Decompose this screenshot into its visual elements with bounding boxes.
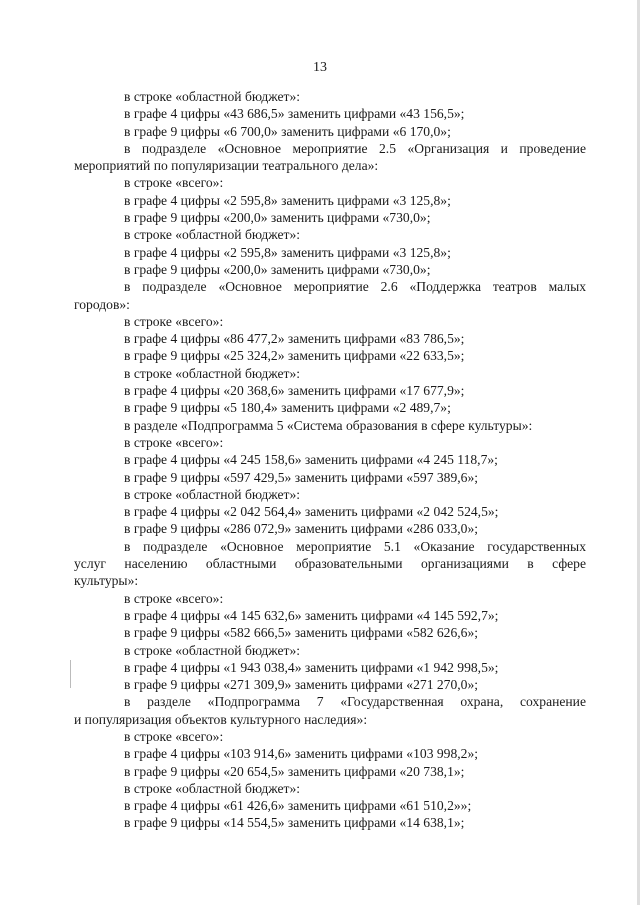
text-line: в разделе «Подпрограмма 5 «Система образования в сфере культуры»:: [124, 417, 533, 433]
text-line: культуры»:: [74, 573, 139, 589]
text-line: в графе 9 цифры «271 309,9» заменить цифрами «271 270,0»;: [124, 677, 479, 693]
text-line: в графе 9 цифры «25 324,2» заменить цифрами «22 633,5»;: [124, 348, 465, 364]
text-line: в графе 4 цифры «4 245 158,6» заменить цифрами «4 245 118,7»;: [124, 452, 498, 468]
text-line: в строке «всего»:: [124, 175, 224, 191]
text-line: в графе 9 цифры «5 180,4» заменить цифрами «2 489,7»;: [124, 400, 451, 416]
text-line: в графе 9 цифры «6 700,0» заменить цифрами «6 170,0»;: [124, 123, 451, 139]
text-line: в строке «областной бюджет»:: [124, 365, 301, 381]
text-line: в строке «областной бюджет»:: [124, 89, 301, 104]
text-line: в графе 4 цифры «1 943 038,4» заменить цифрами «1 942 998,5»;: [124, 659, 499, 675]
text-line: в строке «областной бюджет»:: [124, 486, 301, 502]
text-line: мероприятий по популяризации театрального дела»:: [74, 158, 379, 174]
text-line: в графе 4 цифры «4 145 632,6» заменить цифрами «4 145 592,7»;: [124, 607, 499, 623]
text-line: в строке «всего»:: [124, 313, 224, 329]
text-line: в строке «всего»:: [124, 434, 224, 450]
text-line: в графе 4 цифры «2 595,8» заменить цифрами «3 125,8»;: [124, 192, 451, 208]
text-line: в графе 4 цифры «86 477,2» заменить цифрами «83 786,5»;: [124, 331, 465, 347]
text-line: в графе 4 цифры «61 426,6» заменить цифрами «61 510,2»»;: [124, 798, 472, 814]
text-line: в разделе «Подпрограмма 7 «Государственная охрана, сохранение: [124, 694, 586, 710]
text-line: в графе 9 цифры «582 666,5» заменить цифрами «582 626,6»;: [124, 625, 479, 641]
text-line: в графе 4 цифры «2 042 564,4» заменить цифрами «2 042 524,5»;: [124, 504, 499, 520]
text-line: в подразделе «Основное мероприятие 5.1 «Оказание государственных: [124, 538, 586, 554]
text-line: в графе 4 цифры «2 595,8» заменить цифрами «3 125,8»;: [124, 244, 451, 260]
text-line: услуг населению областными образовательными организациями в сфере: [74, 556, 586, 572]
text-line: в графе 9 цифры «200,0» заменить цифрами «730,0»;: [124, 210, 431, 226]
text-line: в графе 9 цифры «597 429,5» заменить цифрами «597 389,6»;: [124, 469, 479, 485]
text-line: в графе 9 цифры «200,0» заменить цифрами «730,0»;: [124, 261, 431, 277]
page-number: 13: [313, 60, 327, 75]
text-line: городов»:: [74, 296, 130, 312]
text-line: в подразделе «Основное мероприятие 2.6 «Поддержка театров малых: [124, 279, 586, 295]
text-line: и популяризация объектов культурного наследия»:: [74, 711, 368, 727]
text-line: в строке «областной бюджет»:: [124, 227, 301, 243]
text-line: в строке «всего»:: [124, 728, 224, 744]
text-line: в строке «областной бюджет»:: [124, 780, 301, 796]
text-line: в графе 9 цифры «14 554,5» заменить цифрами «14 638,1»;: [124, 815, 465, 831]
text-line: в графе 9 цифры «286 072,9» заменить цифрами «286 033,0»;: [124, 521, 479, 537]
scan-mark: [70, 660, 71, 688]
text-line: в подразделе «Основное мероприятие 2.5 «Организация и проведение: [124, 140, 586, 156]
text-line: в графе 9 цифры «20 654,5» заменить цифрами «20 738,1»;: [124, 763, 465, 779]
text-line: в строке «всего»:: [124, 590, 224, 606]
text-line: в графе 4 цифры «103 914,6» заменить цифрами «103 998,2»;: [124, 746, 479, 762]
text-line: в графе 4 цифры «43 686,5» заменить цифрами «43 156,5»;: [124, 106, 465, 122]
text-line: в строке «областной бюджет»:: [124, 642, 301, 658]
document-body: [74, 88, 586, 832]
text-line: в графе 4 цифры «20 368,6» заменить цифрами «17 677,9»;: [124, 383, 465, 399]
